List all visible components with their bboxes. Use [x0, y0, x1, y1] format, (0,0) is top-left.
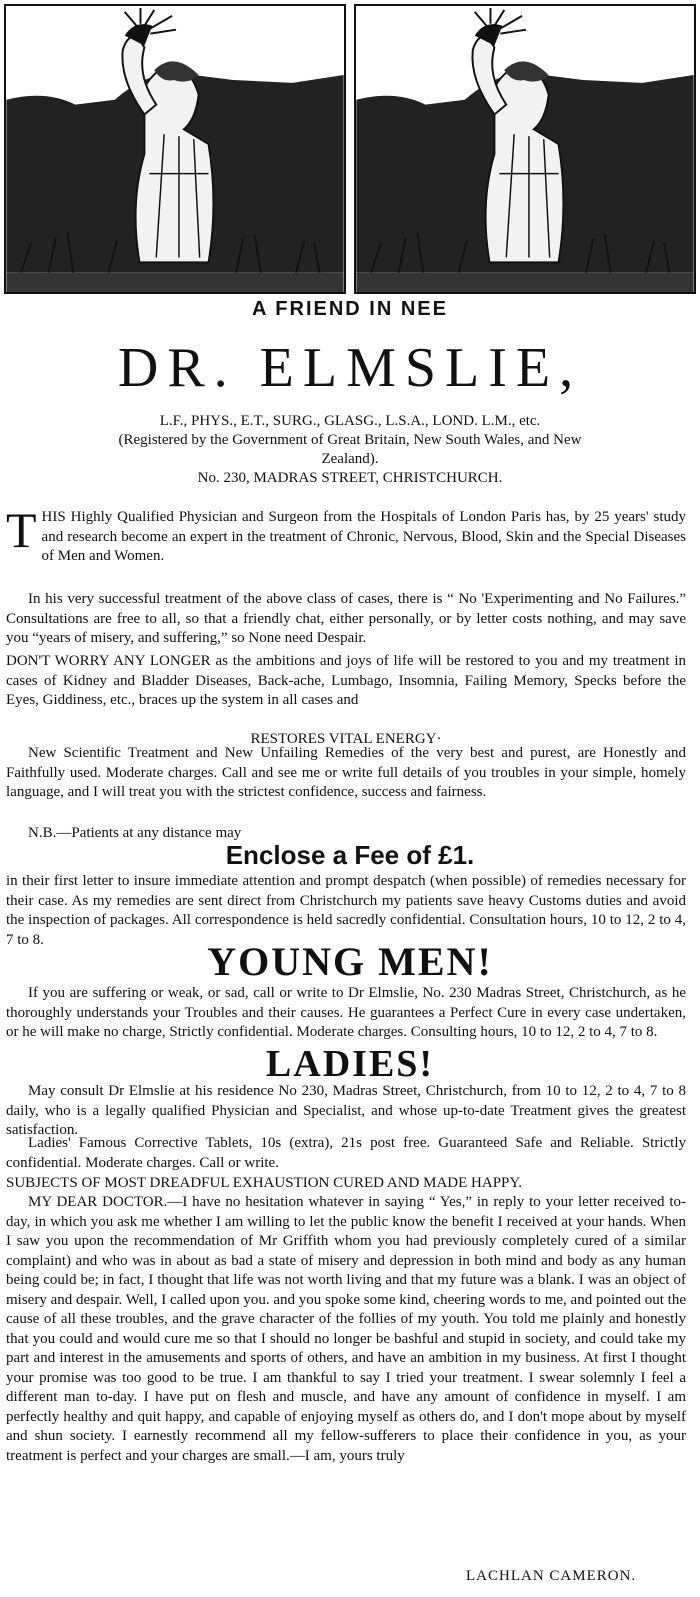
- testimonial-letter: MY DEAR DOCTOR.—I have no hesitation whatever in saying “ Yes,” in reply to your letter received to-day, in which you ask me whether I am willing to let the public know the benefit I received at your hands. When I saw you upon the recommendation of Mr Griffith whom you had previously completely cured of a similar complaint) and who was in about as bad a state of misery and depression in both mind and body as any human being could be; in fact, I thought that life was not worth living and that my future was a blank. I was an object of misery and despair. Well, I called upon you. and you spoke some kind, cheering words to me, and pointed out the cause of all these troubles, and the grave character of the follies of my youth. You told me plainly and honestly that you could and would cure me so that I should no longer be bashful and stupid in society, and could take my part and interest in the amusements and sports of others, and have an ambition in my business. At first I thought your promise was too good to be true. I am thankful to say I tried your treatment. I swear solemnly I feel a different man to-day. I have put on flesh and muscle, and have any amount of confidence in myself. I am perfectly healthy and quit happy, and capable of enjoying myself as others do, and I don't mope about by myself and shun society. I earnestly recommend all my fellow-sufferers to place their confidence in you, as your treatment is perfect and your charges are small.—I am, yours truly: [6, 1194, 686, 1464]
- scientific-paragraph: New Scientific Treatment and New Unfailing Remedies of the very best and purest, are Honestly and Faithfully used. Moderate charges. Call and see me or write full details of you troubles in your simple, homely language, and I will treat you with the strictest confidence, success and fairness.: [6, 745, 686, 800]
- experimenting-paragraph: In his very successful treatment of the above class of cases, there is “ No 'Experimenting and No Failures.” Consultations are free to all, so that a friendly chat, either personally, or by letter costs nothing, and may save you “years of misery, and suffering,” so None need Despair.: [6, 591, 686, 646]
- registration-line-cont: Zealand).: [321, 451, 379, 467]
- ladies-paragraph: May consult Dr Elmslie at his residence No 230, Madras Street, Christchurch, from 10 to 12, 2 to 4, 7 to 8 daily, who is a legally qualified Physician and Specialist, and whose up-to-date Treatment gives the greatest satisfaction.: [6, 1083, 686, 1138]
- young-men-heading: YOUNG MEN!: [207, 939, 493, 984]
- intro-text: HIS Highly Qualified Physician and Surgeon from the Hospitals of London Paris has, by 25 years' study and research become an expert in the treatment of Chronic, Nervous, Blood, Skin and the Special Diseases of Men and Women.: [41, 509, 686, 564]
- ladies-heading: LADIES!: [265, 1043, 435, 1085]
- signature: LACHLAN CAMERON.: [466, 1568, 637, 1584]
- intro-paragraph: [6, 502, 686, 567]
- nb-line: N.B.—Patients at any distance may: [28, 825, 242, 841]
- enclose-fee-heading: Enclose a Fee of £1.: [225, 840, 475, 870]
- woman-holding-torch-illustration-right: [354, 4, 696, 294]
- fee-paragraph: in their first letter to insure immediate attention and prompt despatch (when possible) of remedies necessary for their case. As my remedies are sent direct from Christchurch my patients save heavy Customs duties and avoid the inspection of packages. All correspondence is held sacredly confidential. Consultation hours, 10 to 12, 2 to 4, 7 to 8.: [6, 873, 686, 948]
- woman-holding-torch-illustration-left: [4, 4, 346, 294]
- illustration-row: [4, 4, 696, 294]
- tablets-paragraph: Ladies' Famous Corrective Tablets, 10s (extra), 21s post free. Guaranteed Safe and Reliable. Strictly confidential. Moderate charges. Call or write.: [6, 1135, 686, 1171]
- qualifications-block: [0, 412, 700, 488]
- doctor-name-heading: DR. ELMSLIE,: [117, 337, 583, 399]
- qualifications-line: L.F., PHYS., E.T., SURG., GLASG., L.S.A., LOND. L.M., etc.: [159, 413, 541, 429]
- tagline-heading: A FRIEND IN NEE: [252, 298, 448, 320]
- restores-heading: RESTORES VITAL ENERGY·: [250, 731, 442, 747]
- registration-line: (Registered by the Government of Great Britain, New South Wales, and New: [118, 432, 582, 448]
- woman-holding-torch-icon: [6, 6, 344, 292]
- address-line: No. 230, MADRAS STREET, CHRISTCHURCH.: [197, 470, 503, 486]
- drop-cap: T: [6, 502, 37, 558]
- woman-holding-torch-icon: [356, 6, 694, 292]
- young-men-paragraph: If you are suffering or weak, or sad, call or write to Dr Elmslie, No. 230 Madras Street, Christchurch, as he thoroughly understands your Troubles and their causes. He guarantees a Perfect Cure in every case undertaken, or he will make no charge, Strictly confidential. Moderate charges. Consulting hours, 10 to 12, 2 to 4, 7 to 8.: [6, 985, 686, 1040]
- worry-paragraph: DON'T WORRY ANY LONGER as the ambitions and joys of life will be restored to you and my treatment in cases of Kidney and Bladder Diseases, Back-ache, Lumbago, Insomnia, Failing Memory, Specks before the Eyes, Giddiness, etc., braces up the system in all cases and: [6, 653, 686, 708]
- subjects-heading: SUBJECTS OF MOST DREADFUL EXHAUSTION CURED AND MADE HAPPY.: [6, 1175, 523, 1191]
